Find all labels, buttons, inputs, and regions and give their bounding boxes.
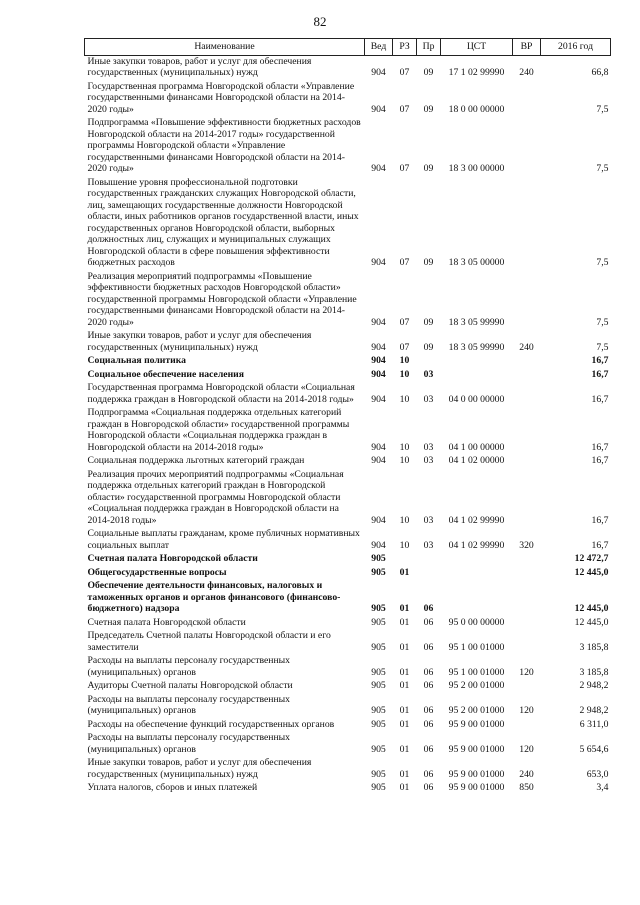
row-pr: 09 [423,341,434,353]
row-rz: 10 [399,539,410,551]
row-cst: 18 0 00 00000 [448,103,505,115]
row-rz [393,553,417,567]
row-amount: 3,4 [596,782,609,793]
row-ved: 904 [371,163,386,174]
row-vr [513,355,541,369]
row-vr [513,177,541,271]
row-vr [513,567,541,581]
row-name: Расходы на выплаты персоналу государственных (муниципальных) органов [87,732,290,755]
row-name: Повышение уровня профессиональной подготовки государственных гражданских служащих Новгородской области, лиц, замещающих государственные должности Новгородской области, иных работников органов государственной власти, иных государственных органов Новгородской области, выборных должностных лиц, служащих и муниципальных служащих Новгородской области в сфере повышения эффективности бюджетных расходов [87,176,359,268]
row-vr [513,719,541,733]
row-cst: 18 3 05 99990 [448,316,505,328]
row-vr: 240 [519,341,534,353]
row-amount: 2 948,2 [579,680,609,691]
row-name: Аудиторы Счетной палаты Новгородской области [87,680,293,691]
row-pr: 03 [423,441,434,453]
row-ved: 905 [371,705,386,716]
table-row [85,330,611,355]
row-pr: 06 [423,743,434,755]
row-name: Обеспечение деятельности финансовых, налоговых и таможенных органов и органов финансового (финансово-бюджетного) надзора [87,580,341,614]
row-amount: 7,5 [596,163,609,174]
row-ved: 905 [371,603,386,614]
row-cst: 95 9 00 01000 [448,782,505,793]
row-cst [441,369,513,383]
table-row [85,469,611,529]
table-row [85,719,611,733]
table-row [85,732,611,757]
row-vr [513,81,541,118]
row-pr [417,355,441,369]
row-cst: 18 3 05 00000 [448,257,505,268]
row-amount: 16,7 [591,368,609,380]
table-row [85,177,611,271]
row-ved: 905 [371,680,386,691]
row-pr: 06 [423,782,434,793]
row-rz: 01 [399,705,410,716]
row-pr [417,553,441,567]
table-row [85,528,611,553]
table-row [85,580,611,617]
row-cst: 95 1 00 01000 [448,666,505,678]
row-amount: 7,5 [596,341,609,353]
row-amount: 6 311,0 [579,718,609,730]
row-vr [513,455,541,469]
row-pr: 03 [423,368,434,380]
row-cst: 04 1 02 99990 [448,539,505,551]
row-cst [441,553,513,567]
row-name: Расходы на выплаты персоналу государственных (муниципальных) органов [87,693,290,716]
table-row [85,355,611,369]
table-row [85,567,611,581]
row-vr: 240 [519,67,534,78]
row-ved: 904 [371,67,386,78]
header-name: Наименование [85,39,365,56]
row-cst: 04 1 02 00000 [448,455,505,466]
row-ved: 904 [371,393,386,405]
row-name: Уплата налогов, сборов и иных платежей [87,782,258,793]
row-vr: 240 [519,768,534,780]
row-pr: 03 [423,455,434,466]
row-ved: 904 [371,103,386,115]
header-ved: Вед [365,39,393,56]
row-pr: 09 [423,103,434,115]
table-row [85,407,611,455]
row-vr: 120 [519,666,534,678]
row-amount: 16,7 [591,455,609,466]
row-name: Социальное обеспечение населения [87,368,244,380]
row-rz: 01 [399,782,410,793]
row-cst: 95 2 00 01000 [448,705,505,716]
row-vr [513,382,541,407]
row-rz: 01 [399,616,410,628]
row-cst [441,580,513,617]
row-cst: 95 9 00 01000 [448,768,505,780]
row-amount: 7,5 [596,103,609,115]
header-rz: РЗ [393,39,417,56]
row-vr [513,580,541,617]
row-ved: 905 [371,641,386,653]
row-ved: 904 [371,455,386,466]
row-rz: 07 [399,341,410,353]
row-pr: 03 [423,514,434,526]
row-name: Государственная программа Новгородской области «Социальная поддержка граждан в Новгородской области на 2014-2018 годы» [87,382,355,405]
row-pr: 09 [423,316,434,328]
row-cst: 95 9 00 01000 [448,718,505,730]
row-amount: 653,0 [586,768,609,780]
row-rz: 01 [399,603,410,614]
table-row [85,757,611,782]
table-row [85,553,611,567]
row-cst: 04 1 00 00000 [448,441,505,453]
row-ved: 904 [371,257,386,268]
row-cst: 95 0 00 00000 [448,616,505,628]
row-amount: 16,7 [591,355,609,366]
row-pr: 06 [423,705,434,716]
row-rz: 01 [399,666,410,678]
row-rz: 01 [399,768,410,780]
row-amount: 3 185,8 [579,641,609,653]
table-row [85,680,611,694]
row-amount: 3 185,8 [579,666,609,678]
row-name: Реализация мероприятий подпрограммы «Повышение эффективности бюджетных расходов Новгородской области» государственной программы Новгородской области «Управление государственными финансами Новгородской области на 2014-2020 годы» [87,270,357,328]
header-cst: ЦСТ [441,39,513,56]
header-vr: ВР [513,39,541,56]
row-ved: 904 [371,355,386,366]
row-pr: 03 [423,393,434,405]
row-amount: 12 445,0 [574,566,609,578]
row-name: Подпрограмма «Социальная поддержка отдельных категорий граждан в Новгородской области» государственной программы Новгородской области «Социальная поддержка граждан в Новгородской области на 2014-2018 годы» [87,407,350,453]
table-row [85,455,611,469]
row-rz: 10 [399,514,410,526]
row-pr: 06 [423,768,434,780]
table-row [85,271,611,331]
row-vr [513,117,541,177]
table-row [85,782,611,796]
row-ved: 905 [371,743,386,755]
row-rz: 07 [399,316,410,328]
row-ved: 905 [371,718,386,730]
row-pr: 06 [423,603,434,614]
row-pr: 06 [423,666,434,678]
header-pr: Пр [417,39,441,56]
row-vr: 850 [519,782,534,793]
row-rz: 07 [399,67,410,78]
row-ved: 905 [371,553,386,564]
row-vr [513,553,541,567]
row-amount: 12 472,7 [574,553,609,564]
row-name: Председатель Счетной палаты Новгородской области и его заместители [87,630,331,653]
row-amount: 16,7 [591,441,609,453]
row-ved: 904 [371,539,386,551]
row-name: Реализация прочих мероприятий подпрограммы «Социальная поддержка отдельных категорий граждан в Новгородской области» государственной программы Новгородской области «Социальная поддержка граждан в Новгородской области на 2014-2018 годы» [87,468,344,526]
row-rz: 01 [399,743,410,755]
row-cst: 95 1 00 01000 [448,641,505,653]
row-amount: 16,7 [591,539,609,551]
row-pr: 06 [423,718,434,730]
row-amount: 66,8 [591,67,609,78]
row-vr [513,271,541,331]
row-pr: 09 [423,67,434,78]
row-ved: 905 [371,616,386,628]
row-rz: 10 [399,393,410,405]
table-row [85,81,611,118]
row-ved: 905 [371,768,386,780]
row-amount: 5 654,6 [579,743,609,755]
row-cst: 17 1 02 99990 [448,67,505,78]
table-row [85,694,611,719]
row-ved: 904 [371,514,386,526]
row-rz: 07 [399,103,410,115]
row-rz: 01 [399,641,410,653]
row-rz: 10 [399,355,410,366]
row-ved: 904 [371,316,386,328]
row-name: Иные закупки товаров, работ и услуг для обеспечения государственных (муниципальных) нужд [87,55,312,78]
row-rz: 07 [399,163,410,174]
row-vr [513,407,541,455]
row-ved: 904 [371,341,386,353]
row-cst: 04 1 02 99990 [448,514,505,526]
row-vr [513,680,541,694]
table-row [85,369,611,383]
table-row [85,55,611,81]
table-body [85,55,611,796]
row-vr: 120 [519,743,534,755]
row-cst: 18 3 05 99990 [448,341,505,353]
row-rz: 01 [399,566,410,578]
row-ved: 904 [371,441,386,453]
budget-table [84,38,611,796]
row-pr: 03 [423,539,434,551]
row-ved: 904 [371,368,386,380]
row-pr: 09 [423,163,434,174]
row-cst: 18 3 00 00000 [448,163,505,174]
row-cst: 95 2 00 01000 [448,680,505,691]
row-cst [441,355,513,369]
row-rz: 10 [399,368,410,380]
table-header-row [85,39,611,56]
row-amount: 2 948,2 [579,705,609,716]
row-name: Расходы на обеспечение функций государственных органов [87,718,335,730]
row-name: Иные закупки товаров, работ и услуг для обеспечения государственных (муниципальных) нужд [87,330,312,353]
row-rz: 01 [399,680,410,691]
row-amount: 12 445,0 [574,603,609,614]
row-amount: 16,7 [591,393,609,405]
row-amount: 7,5 [596,316,609,328]
row-name: Подпрограмма «Повышение эффективности бюджетных расходов Новгородской области на 2014-2017 годы» государственной программы Новгородской области «Управление государственными финансами Новгородской области на 2014-2020 годы» [87,117,361,174]
row-cst: 95 9 00 01000 [448,743,505,755]
row-name: Иные закупки товаров, работ и услуг для обеспечения государственных (муниципальных) нужд [87,757,312,780]
row-cst [441,567,513,581]
row-vr [513,469,541,529]
row-rz: 07 [399,257,410,268]
row-rz: 10 [399,455,410,466]
row-vr: 120 [519,705,534,716]
row-ved: 905 [371,566,386,578]
row-vr: 320 [519,539,534,551]
table-row [85,382,611,407]
row-amount: 7,5 [596,257,609,268]
row-pr: 06 [423,680,434,691]
header-year: 2016 год [541,39,611,56]
row-vr [513,617,541,631]
row-pr: 06 [423,616,434,628]
row-amount: 12 445,0 [574,616,609,628]
page-number: 82 [313,14,327,29]
row-cst: 04 0 00 00000 [448,393,505,405]
row-vr [513,630,541,655]
row-name: Государственная программа Новгородской области «Управление государственными финансами Новгородской области на 2014-2020 годы» [87,80,355,115]
row-vr [513,369,541,383]
row-ved: 905 [371,782,386,793]
row-pr [417,567,441,581]
row-amount: 16,7 [591,514,609,526]
row-rz: 01 [399,718,410,730]
row-name: Социальная политика [87,355,187,366]
table-row [85,117,611,177]
row-pr: 09 [423,257,434,268]
row-name: Счетная палата Новгородской области [87,616,246,628]
table-row [85,617,611,631]
row-name: Счетная палата Новгородской области [87,553,258,564]
row-name: Расходы на выплаты персоналу государственных (муниципальных) органов [87,655,290,678]
row-name: Социальные выплаты гражданам, кроме публичных нормативных социальных выплат [87,528,360,551]
row-rz: 10 [399,441,410,453]
row-pr: 06 [423,641,434,653]
row-name: Общегосударственные вопросы [87,566,227,578]
table-row [85,655,611,680]
table-row [85,630,611,655]
row-name: Социальная поддержка льготных категорий граждан [87,455,305,466]
row-ved: 905 [371,666,386,678]
